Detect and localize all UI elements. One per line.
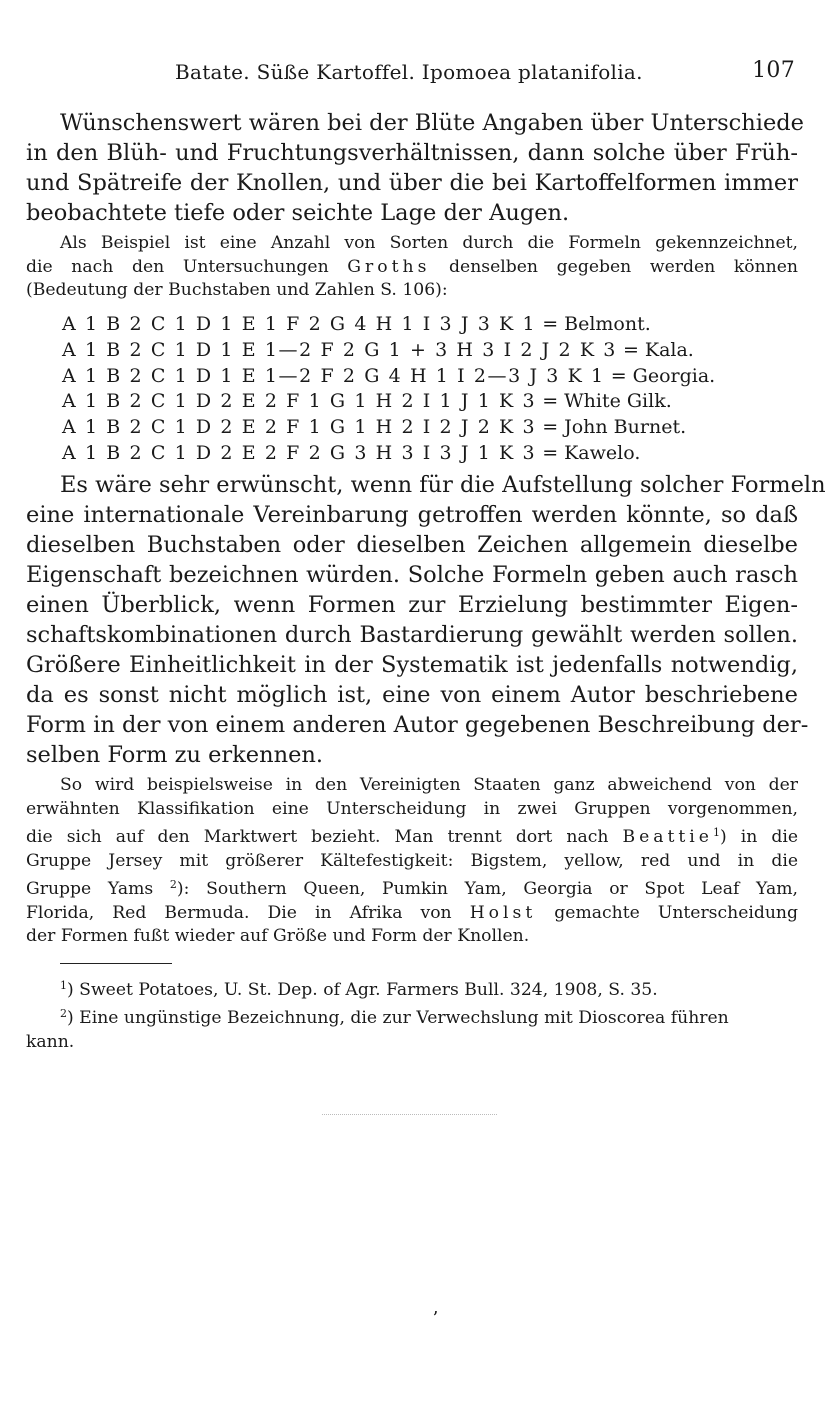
text-line [26, 873, 798, 902]
page-number: 107 [752, 58, 795, 83]
formula-row [62, 389, 802, 415]
text-run: ) in die [719, 827, 798, 847]
text-line [26, 821, 798, 850]
formula-row [62, 338, 802, 364]
formula-list [62, 312, 802, 467]
text-line: selben Form zu erkennen. [26, 742, 324, 768]
formula-code: A 1 B 2 C 1 D 1 E 1—2 F 2 G 4 H 1 I 2—3 J 3 K 1 [62, 364, 605, 387]
paragraph-1 [26, 108, 804, 228]
text-line: der Formen fußt wieder auf Größe und Form der Knollen. [26, 926, 530, 946]
text-line: in den Blüh- und Fruchtungsverhältnissen, dann solche über Früh- [26, 140, 798, 166]
text-line: schaftskombinationen durch Bastardierung gewählt werden sollen. [26, 622, 798, 648]
paragraph-4 [26, 774, 798, 949]
equals-sign: = [610, 364, 627, 387]
equals-sign: = [542, 441, 559, 464]
formula-code: A 1 B 2 C 1 D 2 E 2 F 2 G 3 H 3 I 3 J 1 K 3 [62, 441, 537, 464]
text-line: eine internationale Vereinbarung getroffen werden könnte, so daß [26, 502, 798, 528]
running-title: Batate. Süße Kartoffel. Ipomoea platanifolia. [175, 60, 643, 84]
footnote-text: ) Sweet Potatoes, U. St. Dep. of Agr. Farmers Bull. 324, 1908, S. 35. [67, 980, 658, 1000]
text-line: einen Überblick, wenn Formen zur Erzielung bestimmter Eigen- [26, 592, 798, 618]
equals-sign: = [542, 313, 559, 335]
author-name: Holst [469, 902, 537, 923]
footnote-2-continued: kann. [26, 1032, 75, 1052]
formula-code: A 1 B 2 C 1 D 1 E 1—2 F 2 G 1 + 3 H 3 I 2 J 2 K 3 [62, 338, 617, 361]
text-line: Gruppe Jersey mit größerer Kältefestigkeit: Bigstem, yellow, red und in die [26, 850, 798, 871]
author-name: Beattie [622, 827, 713, 847]
text-run: die nach den Untersuchungen [26, 256, 329, 277]
footnote-ref: 2 [169, 878, 177, 891]
formula-row [62, 364, 802, 390]
text-line: Wünschenswert wären bei der Blüte Angaben über Unterschiede [60, 110, 804, 136]
formula-row [62, 415, 802, 441]
formula-code: A 1 B 2 C 1 D 2 E 2 F 1 G 1 H 2 I 2 J 2 K 3 [62, 416, 537, 439]
variety-name: John Burnet. [564, 416, 687, 439]
text-line: Es wäre sehr erwünscht, wenn für die Aufstellung solcher Formeln [60, 472, 826, 498]
faint-dotted-mark [322, 1114, 497, 1115]
footnote-1 [26, 974, 798, 1002]
footnote-text: ) Eine ungünstige Bezeichnung, die zur Verwechslung mit Dioscorea führen [67, 1008, 729, 1028]
formula-row [62, 441, 802, 467]
text-line: (Bedeutung der Buchstaben und Zahlen S. 106): [26, 280, 448, 300]
footnote-mark: 1 [60, 979, 67, 992]
paragraph-3 [26, 470, 826, 770]
text-line: beobachtete tiefe oder seichte Lage der Augen. [26, 200, 570, 226]
variety-name: Georgia. [632, 364, 716, 387]
text-line: dieselben Buchstaben oder dieselben Zeichen allgemein dieselbe [26, 532, 798, 558]
text-line: erwähnten Klassifikation eine Unterscheidung in zwei Gruppen vorgenommen, [26, 798, 798, 819]
text-run: gemachte Unterscheidung [554, 902, 799, 923]
footnote-mark: 2 [60, 1007, 67, 1020]
text-line: Als Beispiel ist eine Anzahl von Sorten durch die Formeln gekennzeichnet, [60, 233, 798, 253]
footnote-ref: 1 [712, 826, 720, 839]
text-run: ): Southern Queen, Pumkin Yam, Georgia or Spot Leaf Yam, [176, 879, 798, 899]
variety-name: Kawelo. [564, 441, 641, 464]
text-line [26, 256, 798, 280]
text-run: denselben gegeben werden können [449, 256, 798, 277]
formula-row [62, 312, 802, 338]
equals-sign: = [542, 416, 559, 439]
equals-sign: = [622, 338, 639, 361]
footnotes [26, 974, 798, 1054]
paragraph-2 [26, 232, 798, 303]
equals-sign: = [542, 390, 559, 413]
text-line: und Spätreife der Knollen, und über die bei Kartoffelformen immer [26, 170, 798, 196]
text-run: Gruppe Yams [26, 879, 154, 899]
text-run: Florida, Red Bermuda. Die in Afrika von [26, 902, 452, 923]
running-header [175, 58, 795, 88]
formula-code: A 1 B 2 C 1 D 2 E 2 F 1 G 1 H 2 I 1 J 1 K 3 [62, 390, 537, 413]
variety-name: Kala. [644, 338, 694, 361]
text-line [26, 902, 798, 926]
text-run: die sich auf den Marktwert bezieht. Man trennt dort nach [26, 827, 609, 847]
text-line: Größere Einheitlichkeit in der Systematik ist jedenfalls notwendig, [26, 652, 798, 678]
variety-name: Belmont. [564, 313, 651, 335]
author-name: Groths [347, 256, 431, 277]
variety-name: White Gilk. [564, 390, 672, 413]
formula-code: A 1 B 2 C 1 D 1 E 1 F 2 G 4 H 1 I 3 J 3 K 1 [62, 313, 537, 335]
text-line: da es sonst nicht möglich ist, eine von einem Autor beschriebene [26, 682, 798, 708]
text-line: Eigenschaft bezeichnen würden. Solche Formeln geben auch rasch [26, 562, 798, 588]
text-line: So wird beispielsweise in den Vereinigten Staaten ganz abweichend von der [60, 775, 798, 795]
stray-mark: ʼ [432, 1308, 438, 1329]
footnote-2 [26, 1002, 798, 1030]
footnote-divider [60, 963, 172, 964]
text-line: Form in der von einem anderen Autor gegebenen Beschreibung der- [26, 712, 809, 738]
